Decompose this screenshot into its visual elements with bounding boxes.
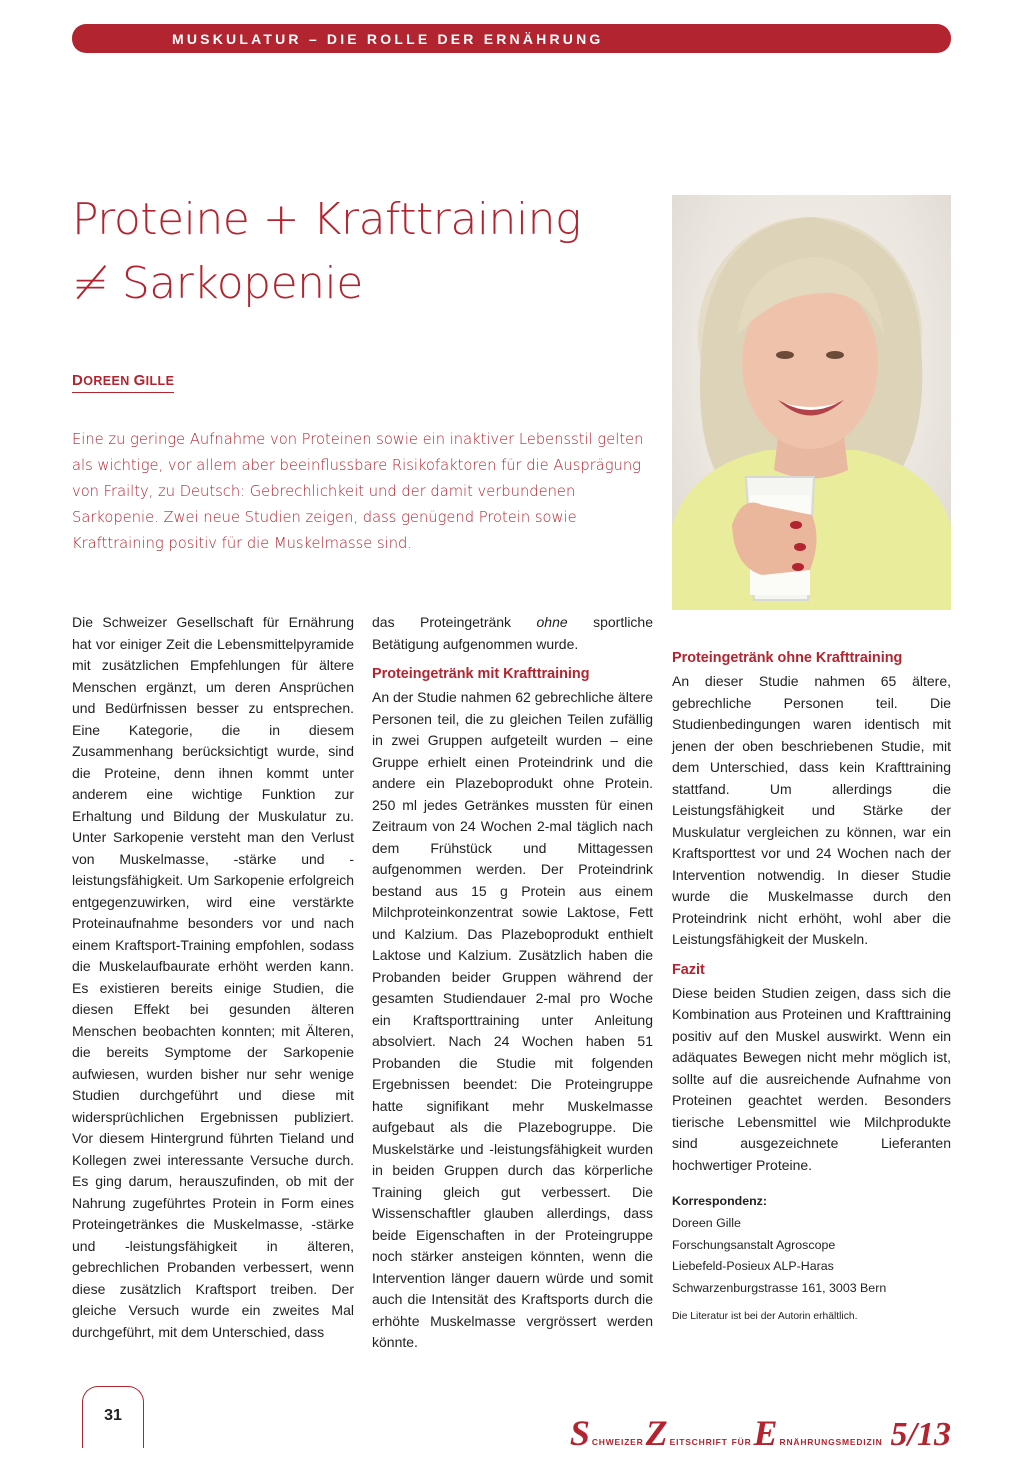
continued-text-emphasis: ohne [536,614,568,630]
journal-logo [569,1413,951,1458]
author-byline [72,372,174,393]
correspondence-line: Liebefeld-Posieux ALP-Haras [672,1259,834,1274]
journal-word-3: RNÄHRUNGSMEDIZIN [779,1437,883,1447]
correspondence-line: Schwarzenburgstrasse 161, 3003 Bern [672,1281,887,1296]
intro-continued-text [372,612,653,655]
column-2 [372,612,653,1354]
correspondence-line: Forschungsanstalt Agroscope [672,1237,836,1252]
journal-initial-s: S [569,1413,590,1453]
continued-text-part-1: das Proteingetränk [372,614,537,630]
section-text-with-training: An der Studie nahmen 62 gebrechliche ältere Personen teil, die zu gleichen Teilen zufällig in zwei Gruppen aufgeteilt wurden – eine Gruppe erhielt einen Proteindrink und die andere ein Plazeboprodukt ohne Protein. 250 ml jedes Getränkes mussten für einen Zeitraum von 24 Wochen 2-mal täglich nach dem Frühstück und Mittagessen aufgenommen werden. Der Proteindrink bestand aus 15 g Protein aus einem Milchproteinkonzentrat sowie Laktose, Fett und Kalzium. Das Plazeboprodukt enthielt Laktose und Kalzium. Zusätzlich haben die Probanden beider Gruppen während der gesamten Studiendauer 2-mal pro Woche ein Kraftsporttraining unter Anleitung absolviert. Nach 24 Wochen haben 51 Probanden die Studie mit folgenden Ergebnissen beendet: Die Proteingruppe hatte signifikant mehr Muskelmasse aufgebaut als die Plazebogruppe. Die Muskelstärke und -leistungsfähigkeit wurden in beiden Gruppen durch das körperliche Training gleich gut verbessert. Die Wissenschaftler glauben allerdings, dass beide Eigenschaften in der Proteingruppe noch stärker ansteigen könnten, wenn die Intervention länger dauern würde und somit auch die Intensität des Kraftsports durch die erhöhte Muskelmasse vergrössert werden könnte. [372,689,653,1350]
photo-woman-with-milk [672,195,951,610]
correspondence-block [672,1191,951,1300]
literature-note: Die Literatur ist bei der Autorin erhältlich. [672,1310,858,1322]
woman-portrait-illustration [672,195,951,610]
section-text-conclusion: Diese beiden Studien zeigen, dass sich die Kombination aus Proteinen und Krafttraining positiv auf den Muskel auswirkt. Wenn ein adäquates Bewegen nicht mehr möglich ist, sollte auf die ausreichende Aufnahme von Proteinen geachtet werden. Besonders tierische Lebensmittel wie Milchprodukte sind ausgezeichnete Lieferanten hochwertiger Proteine. [672,984,951,1173]
author-first-initial: D [72,372,84,389]
journal-initial-e: E [753,1413,778,1453]
author-last-rest: ILLE [145,374,175,388]
article-title [72,188,652,316]
author-last-initial: G [133,372,146,389]
section-heading-without-training: Proteingetränk ohne Krafttraining [672,650,903,666]
intro-body-text: Die Schweizer Gesellschaft für Ernährung hat vor einiger Zeit die Lebensmittelpyramide mit zusätzlichen Empfehlungen für ältere Menschen ergänzt, um deren Ansprüchen und Bedürfnissen besser zu entsprechen. Eine Kategorie, die in diesem Zusammenhang berücksichtigt wurde, sind die Proteine, denn ihnen kommt unter anderem eine wichtige Funktion zur Erhaltung und Bildung der Muskulatur zu. Unter Sarkopenie versteht man den Verlust von Muskelmasse, -stärke und -leistungsfähigkeit. Um Sarkopenie erfolgreich entgegenzuwirken, wird eine verstärkte Proteinaufnahme besonders vor und nach einem Kraftsport-Training empfohlen, sodass die Muskelaufbaurate erhöht werden kann. Es existieren bereits einige Studien, die diesen Effekt bei gesunden älteren Menschen beobachten konnten; mit Älteren, die bereits Symptome der Sarkopenie aufwiesen, wurden bisher nur sehr wenige Studien durchgeführt und diese mit widersprüchlichen Ergebnissen publiziert. Vor diesem Hintergrund führten Tieland und Kollegen zwei interessante Versuche durch. Es ging darum, herauszufinden, ob mit der Nahrung zugeführtes Protein in Form eines Proteingetränkes die Muskelmasse, -stärke und -leistungsfähigkeit in älteren, gebrechlichen Probanden verbessert, wenn diese zusätzlich Kraftsport treiben. Der gleiche Versuch wurde ein zweites Mal durchgeführt, mit dem Unterschied, dass [72,614,354,1340]
journal-initial-z: Z [645,1413,668,1453]
journal-issue: 5/13 [890,1416,951,1453]
author-first-rest: OREEN [83,374,130,388]
journal-word-2: EITSCHRIFT [669,1437,728,1447]
section-heading-conclusion: Fazit [672,961,705,978]
title-line-1: Proteine + Krafttraining [72,194,581,245]
journal-word-fuer: FÜR [731,1437,752,1447]
section-heading-with-training: Proteingetränk mit Krafttraining [372,666,590,682]
title-line-2: ≠ Sarkopenie [72,258,363,309]
section-banner: MUSKULATUR – DIE ROLLE DER ERNÄHRUNG [72,24,951,53]
journal-word-1: CHWEIZER [591,1437,644,1447]
column-1 [72,612,354,1343]
column-3 [672,648,951,1325]
lead-paragraph: Eine zu geringe Aufnahme von Proteinen sowie ein inaktiver Lebensstil gelten als wichtige, vor allem aber beeinflussbare Risikofaktoren für die Ausprägung von Frailty, zu Deutsch: Gebrechlichkeit und der damit verbundenen Sarkopenie. Zwei neue Studien zeigen, dass genügend Protein sowie Krafttraining positiv für die Muskelmasse sind. [72,431,644,552]
continued-text-part-2: sportliche Betätigung aufgenommen wurde. [372,614,654,652]
section-text-without-training: An dieser Studie nahmen 65 ältere, gebrechliche Personen teil. Die Studienbedingungen waren identisch mit jenen der oben beschriebenen Studie, mit dem Unterschied, dass kein Krafttraining stattfand. Um allerdings die Leistungsfähigkeit und Stärke der Muskulatur vergleichen zu können, war ein Kraftsporttest vor und 24 Wochen nach der Intervention notwendig. In dieser Studie wurde die Muskelmasse durch den Proteindrink nicht erhöht, wohl aber die Leistungsfähigkeit der Muskeln. [672,673,951,947]
correspondence-line: Doreen Gille [672,1215,741,1230]
page-number: 31 [82,1386,144,1448]
correspondence-heading: Korrespondenz: [672,1194,767,1208]
